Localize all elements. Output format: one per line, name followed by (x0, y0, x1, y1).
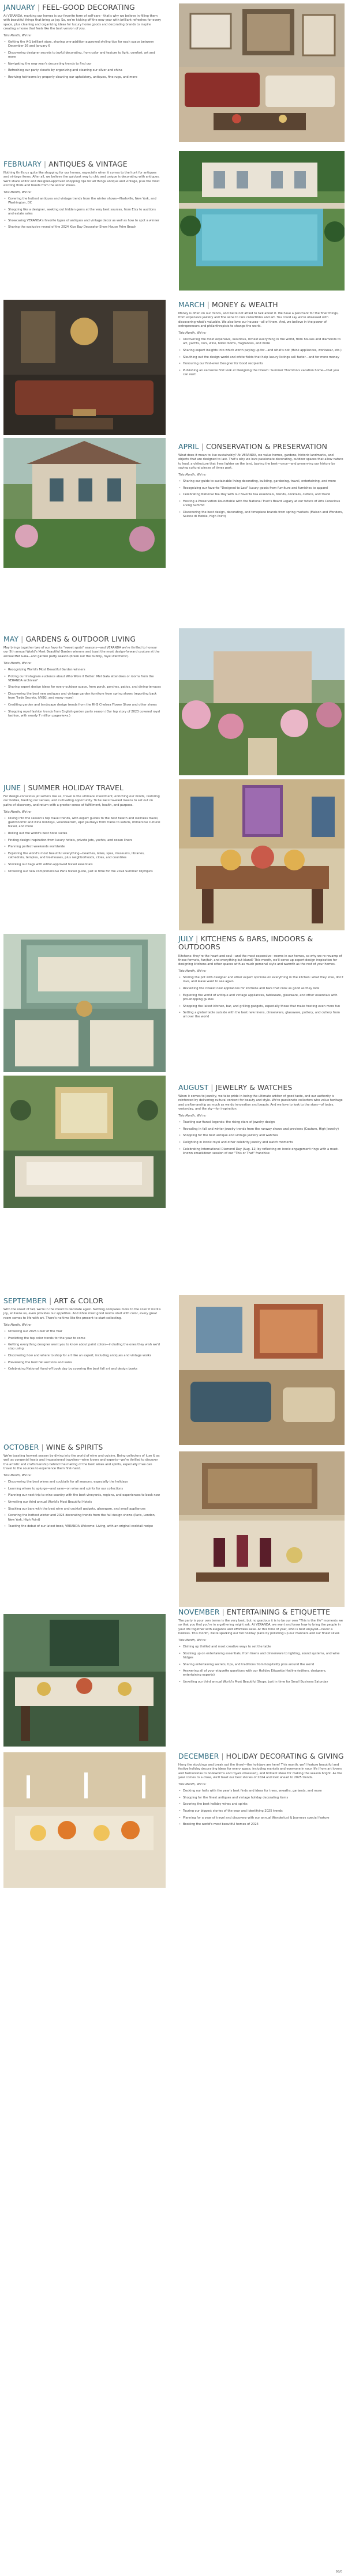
list-item: • Refreshing our party closets by organizing and cleaning our silver and china (3, 69, 162, 73)
this-month-label: This Month, We're: (3, 810, 32, 814)
list-item: • Navigating the new year's decorating trends to find our (3, 62, 162, 66)
list-item: • Discovering the best design, decorating, and timepiece brands from spring markets (Maison and Wonders, Salone di Mobile, High Point) (178, 511, 344, 519)
bullet-list (178, 1645, 344, 1684)
month-title: JUNE | SUMMER HOLIDAY TRAVEL (3, 783, 124, 792)
month-name: SEPTEMBER (3, 1296, 47, 1305)
list-item: • Decking our halls with the year's best finds and ideas for trees, wreaths, garlands, and more (178, 1789, 344, 1793)
list-item: • Delighting in iconic royal and other celebrity jewelry and watch moments (178, 1141, 344, 1145)
month-section-april (178, 443, 344, 522)
month-title: AUGUST | JEWELRY & WATCHES (178, 1083, 293, 1092)
list-item: • Touring our biggest stories of the year and identifying 2025 trends (178, 1809, 344, 1813)
list-item: • Crediting garden and landscape design trends from the RHS Chelsea Flower Show and other shows (3, 703, 162, 707)
month-title: MARCH | MONEY & WEALTH (178, 300, 278, 309)
list-item: • Exploring the world's most beautiful everything—beaches, lakes, spas, museums, libraries, cathedrals, temples, and treehouses, plus neighborhoods, cities, and countries (3, 852, 162, 860)
this-month-label: This Month, We're: (3, 1473, 32, 1477)
month-intro: The party is your own terms is the very best, but no gracious it is to be our own "This is the life" moments we so that you find you're in a gathering might ask. At VERANDA, we want and know how to bring the people in your life together with elegance and effortless ease. At this time of year, who is best enjoyed—never a hostess. This month, we're sparking our full holiday plans by polishing up our manners and our finest silver. (178, 1619, 343, 1635)
list-item: • Shopping for the finest antiques and vintage holiday decorating items (178, 1796, 344, 1800)
list-item: • Savoring the best holiday wines and spirits (178, 1802, 344, 1806)
list-item: • Sharing expert insights into which worth paying up for—and what's not (think appliances, workwear, etc.) (178, 349, 344, 353)
month-name: OCTOBER (3, 1443, 39, 1451)
month-name: DECEMBER (178, 1752, 219, 1760)
list-item: • Storing the pot with designer and other expert opinions on everything in the kitchen: what they love, don't love, and leave want to see again (178, 976, 344, 984)
bullet-list (178, 338, 344, 377)
month-name: MAY (3, 635, 19, 643)
month-section-november (178, 1608, 344, 1687)
month-topic: JEWELRY & WATCHES (215, 1083, 293, 1092)
bullet-list (178, 976, 344, 1019)
list-item: • Uncovering the most expensive, luxurious, richest everything in the world, from houses and diamonds to art, yachts, cars, wine, hotel rooms, fragrances, and more (178, 338, 344, 346)
month-intro: With the onset of fall, we're in the mood to decorate again. Nothing compares more to the color it instills joy, enlivens us, even provides our appetites. And while most good rooms start with color, every great room comes to life with art. There's no time like the present to start collecting. (3, 1308, 161, 1320)
list-item: • Discovering designer secrets to joyful decorating, from color and texture to light, comfort, art and more (3, 51, 162, 59)
month-section-september (3, 1297, 162, 1374)
list-item: • Covering the hottest winter and 2025 decorating trends from the fall design shows (Paris, London, New York, High Point) (3, 1514, 162, 1522)
list-item: • Celebrating National Tea Day with our favorite tea essentials, blends, cocktails, culture, and travel (178, 493, 344, 497)
month-intro: Money is often on our minds, and we're not afraid to talk about it. We have a penchant for the finer things, from expensive jewelry and fine wine to rare collectibles and art. You could say we're obsessed with discovering what's valuable. We also love our houses—all of them. And, we believe in the power of entrepreneurs and philanthropists to change the world. (178, 312, 339, 328)
month-name: MARCH (178, 300, 205, 309)
list-item: • Previewing the best fall auctions and sales (3, 1361, 162, 1365)
october-wine-bar-photo (179, 1451, 345, 1607)
month-topic: ART & COLOR (54, 1296, 104, 1305)
month-section-february (3, 160, 162, 232)
list-item: • Showcasing VERANDA's favorite types of antiques and vintage decor as well as how to spot a winner (3, 219, 162, 223)
month-topic: KITCHENS & BARS, INDOORS & OUTDOORS (178, 934, 313, 952)
list-item: • Honouring our first-ever Designer for Good recipients (178, 362, 344, 366)
july-kitchen-photo (3, 934, 166, 1072)
month-intro: For design-conscious jet setters like us, travel is the ultimate investment, enriching our minds, restoring our bodies, feeding our senses, and cultivating opportunity. To be well-traveled means to set out on paths of discovery, and return with a greater sense of fulfillment, health, and purpose. (3, 795, 160, 807)
list-item: • Unveiling our new comprehensive Paris travel guide, just in time for the 2024 Summer Olympics (3, 870, 162, 874)
june-dining-room-photo (179, 779, 345, 930)
list-item: • Shopping the latest kitchen, bar, and grilling gadgets, especially those that make hosting even more fun (178, 1005, 344, 1009)
this-month-label: This Month, We're: (178, 970, 207, 974)
bullet-list (3, 1480, 162, 1529)
list-item: • Discovering the best wines and cocktails for all seasons, especially the holidays (3, 1480, 162, 1484)
list-item: • Rolling out the world's best hotel suites (3, 832, 162, 836)
list-item: • Dishing up thrilled and most creative ways to set the table (178, 1645, 344, 1649)
list-item: • Predicting the top color trends for the year to come (3, 1337, 162, 1341)
month-section-october (3, 1443, 162, 1532)
bullet-list (3, 197, 162, 230)
page-number: 98/0 (335, 2570, 342, 2574)
month-topic: CONSERVATION & PRESERVATION (206, 442, 327, 451)
list-item: • Stocking our bars with the best wine and cocktail gadgets, glassware, and small appliances (3, 1507, 162, 1511)
month-topic: SUMMER HOLIDAY TRAVEL (28, 783, 124, 792)
this-month-label: This Month, We're: (3, 1323, 32, 1327)
november-dining-photo (3, 1614, 166, 1747)
december-holiday-table-photo (3, 1752, 166, 1888)
list-item: • Discovering how and where to shop for art like an expert, including antiques and vintage works (3, 1354, 162, 1358)
list-item: • Sharing the exclusive reveal of the 2024 Kips Bay Decorator Show House Palm Beach (3, 225, 162, 229)
list-item: • Getting the A-1 brilliant stars, sharing one-addition-approved styling tips for each space between December 26 and January 6 (3, 40, 162, 48)
list-item: • Learning where to splurge—and save—on wine and spirits for our collections (3, 1487, 162, 1491)
month-section-may (3, 635, 162, 721)
list-item: • Sharing our guide to sustainable living decorating, building, gardening, travel, entertaining, and more (178, 480, 344, 484)
month-title: NOVEMBER | ENTERTAINING & ETIQUETTE (178, 1608, 331, 1616)
month-intro: May brings together two of our favorite "sweet spots" seasons—and VERANDA we're thrilled to honour our 5th annual World's Most Beautiful Garden winners and toast the most design-forward couture at the annual Met Gala—and garden party season (break out the bubbly, royal watchers!). (3, 646, 160, 658)
list-item: • Planning our next trip to wine country with the best vineyards, regions, and experiences to book now (3, 1493, 162, 1498)
february-pool-garden-photo (179, 151, 345, 291)
list-item: • Toasting the debut of our latest book, VERANDA Welcome: Living, with an original cocktail recipe (3, 1525, 162, 1529)
list-item: • Unveiling our third annual World's Most Beautiful Hotels (3, 1500, 162, 1504)
list-item: • Unveiling our third annual World's Most Beautiful Shops, just in time for Small Business Saturday (178, 1680, 344, 1684)
month-section-june (3, 784, 162, 876)
month-intro: We're toasting harvest season by diving into the world of wine and cuisine. Being collectors of luxe & as well as congenial hosts and impassioned travelers—wine lovers and experts—we're thrilled to discover the artistic and craftsmanship behind the making of the best wines and spirits, especially if we can travel to the sources to experience them first-hand. (3, 1454, 160, 1470)
bullet-list (3, 668, 162, 718)
month-topic: WINE & SPIRITS (46, 1443, 103, 1451)
list-item: • Revealing in fall and winter jewelry trends from the runway shows and previews (Couture, High Jewelry) (178, 1127, 344, 1132)
month-title: APRIL | CONSERVATION & PRESERVATION (178, 442, 327, 451)
month-intro: Nothing thrills us quite like shopping for our homes, especially when it comes to the hunt for antiques and vintage items. After all, we believe the quickest way to chic and unique is decorating with antiques. We'll share editor and designer-approved shopping tips for all things antique and vintage, plus the most exciting finds and trends from the winter shows. (3, 171, 160, 187)
this-month-label: This Month, We're: (3, 190, 32, 194)
list-item: • Unveiling our 2025 Color of the Year (3, 1330, 162, 1334)
month-topic: FEEL-GOOD DECORATING (42, 3, 135, 12)
bullet-list (3, 1330, 162, 1372)
this-month-label: This Month, We're: (3, 33, 32, 37)
bullet-list (178, 1789, 344, 1827)
list-item: • Diving into the season's top travel trends, with expert guides to the best health and wellness travel, gastronomic and wine holidays, volunteerism, epic journeys from trains to safaris, immersive cultural travel, and more (3, 817, 162, 829)
month-title: JANUARY | FEEL-GOOD DECORATING (3, 3, 135, 12)
month-topic: HOLIDAY DECORATING & GIVING (226, 1752, 344, 1760)
list-item: • Hosting a Preservation Roundtable with the National Trust's Board Legacy at our future of Arts Conscious Living Summit (178, 500, 344, 508)
bullet-list (178, 1121, 344, 1156)
month-title: MAY | GARDENS & OUTDOOR LIVING (3, 635, 136, 643)
month-name: FEBRUARY (3, 160, 42, 168)
list-item: • Setting a global table outside with the best new linens, dinnerware, glassware, pottery, and cutlery from all over the world (178, 1011, 344, 1019)
month-title: DECEMBER | HOLIDAY DECORATING & GIVING (178, 1752, 344, 1760)
list-item: • Celebrating International Diamond Day (Aug. 12) by reflecting on iconic engagement rings with a must-known smackdown session of our "This or That" franchise (178, 1148, 344, 1156)
list-item: • Planning for a year of travel and discovery with our annual Wanderlust & Journeys special feature (178, 1816, 344, 1820)
list-item: • Planning perfect weekends worldwide (3, 845, 162, 849)
list-item: • Exploring the world of antique and vintage appliances, tableware, glassware, and other essentials with pro-shopping guides (178, 994, 344, 1002)
list-item: • Shopping royal fashion trends from English garden party season (Our top story of 2023 covered royal fashion, with nearly 7 million pageviews.) (3, 710, 162, 718)
august-green-room-photo (3, 1076, 166, 1208)
month-name: APRIL (178, 442, 199, 451)
month-title: OCTOBER | WINE & SPIRITS (3, 1443, 103, 1451)
month-name: NOVEMBER (178, 1608, 220, 1616)
list-item: • Stocking our bags with editor-approved travel essentials (3, 863, 162, 867)
month-section-march (178, 301, 344, 380)
list-item: • Sleuthing out the design world and white fields that help luxury listings sell faster—and for more money (178, 356, 344, 360)
month-intro: At VERANDA, marking our homes is our favorite form of self-care - that's why we believe in filling them with beautiful things that bring us joy. So, we're kicking off the new year with brilliant refreshes for every space, plus cleaning and organizing ideas for luxury home goods and decorating brands to inspire creating a home that feels like the best version of you. (3, 14, 161, 31)
list-item: • Reviewing the closest new appliances for kitchens and bars that cook as good as they look (178, 987, 344, 991)
month-section-august (178, 1084, 344, 1159)
list-item: • Shopping for the best antique and vintage jewelry and watches (178, 1134, 344, 1138)
this-month-label: This Month, We're: (178, 1114, 207, 1118)
this-month-label: This Month, We're: (3, 661, 32, 665)
list-item: • Toasting our fiancé legends: the rising stars of jewelry design (178, 1121, 344, 1125)
list-item: • Picking our Instagram audience about Who Wore it Better: Met Gala attendees or rooms from the VERANDA archives? (3, 675, 162, 683)
month-intro: Kitchens: they're the heart and soul—and the most expensive—rooms in our homes, so why we re-revamp of these formats, fun/fair, and everything but bland? This month, we'll serve up expert design inspiration for designing kitchens and other spaces with as much personal style and warmth as the rest of your homes. (178, 954, 342, 966)
month-section-december (178, 1752, 344, 1830)
month-intro: Hang the stockings and break out the tinsel—the holidays are here! This month, we'll feature beautiful and festive holiday decorating ideas for every space, including mantels and everyone in your life (from art lovers and fashionistas to bookworms and royals obsessed), and brilliant ideas for making the season bright. As the year comes to a close, we'll toast our best stories of 2024 and look ahead to 2025 trends. (178, 1763, 342, 1779)
month-topic: ANTIQUES & VINTAGE (48, 160, 128, 168)
bullet-list (3, 40, 162, 80)
month-topic: GARDENS & OUTDOOR LIVING (25, 635, 136, 643)
list-item: • Booking the world's most beautiful homes of 2024 (178, 1823, 344, 1827)
month-title: SEPTEMBER | ART & COLOR (3, 1296, 104, 1305)
month-name: JANUARY (3, 3, 35, 12)
list-item: • Publishing an exclusive first look at Designing the Dream: Summer Thornton's vacation home—that you can rent! (178, 369, 344, 377)
month-title: FEBRUARY | ANTIQUES & VINTAGE (3, 160, 128, 168)
list-item: • Sharing entertaining secrets, tips, and traditions from hospitality pros around the world (178, 1663, 344, 1667)
april-garden-house-photo (3, 438, 166, 568)
month-name: JUNE (3, 783, 21, 792)
september-art-room-photo (179, 1295, 345, 1445)
january-living-room-photo (179, 3, 345, 142)
list-item: • Recognizing World's Most Beautiful Garden winners (3, 668, 162, 672)
list-item: • Sharing expert design ideas for every outdoor space, from porch, porches, patios, and dining terraces (3, 685, 162, 689)
month-name: AUGUST (178, 1083, 209, 1092)
month-section-july (178, 935, 344, 1022)
may-garden-photo (179, 628, 345, 775)
dark-interior-photo (3, 300, 166, 435)
list-item: • Finding design inspiration from luxury hotels, private jets, yachts, and ocean liners (3, 839, 162, 843)
this-month-label: This Month, We're: (178, 473, 207, 477)
bullet-list (3, 817, 162, 874)
list-item: • Getting everything designer want you to know about paint colors—including the ones they wish we'd stop using (3, 1343, 162, 1351)
list-item: • Stocking up on entertaining essentials, from linens and dinnerware to lighting, sound systems, and wine fridges (178, 1652, 344, 1660)
list-item: • Recognizing our favorite "Designed to Last" luxury goods from furniture and furnishes to apparel (178, 486, 344, 491)
month-name: JULY (178, 934, 193, 943)
list-item: • Covering the hottest antiques and vintage trends from the winter shows—Nashville, New York, and Washington, DC (3, 197, 162, 205)
this-month-label: This Month, We're: (178, 1782, 207, 1786)
list-item: • Answering all of your etiquette questions with our Holiday Etiquette Hotline (editors, designers, entertaining experts) (178, 1669, 344, 1677)
month-intro: What does it mean to live sustainably? At VERANDA, we value homes, gardens, historic landmarks, and objects that are designed to last. That's why we love passionate decorating, outdoor spaces that allow nature to lead, architecture that lives lighter on the land, buying the best—once—and preserving our history by saving cultural pieces of times past. (178, 454, 343, 470)
list-item: • Reviving heirlooms by properly cleaning our upholstery, antiques, fine rugs, and more (3, 76, 162, 80)
month-topic: MONEY & WEALTH (212, 300, 278, 309)
this-month-label: This Month, We're: (178, 1638, 207, 1642)
month-intro: When it comes to jewelry, we take pride in being the ultimate arbiter of good taste, and our authority is reinforced by delivering cultural content for beauty and style. We're passionate collectors who value heritage and craftsmanship as much as we do innovation and beauty. And we love to look to the stars—of today, yesterday, and the sky—for inspiration. (178, 1095, 343, 1111)
list-item: • Discovering the best new antiques and vintage garden furniture from spring shows (reporting back from Trade Secrets, NYBG, and many more) (3, 692, 162, 700)
month-section-january (3, 3, 162, 82)
bullet-list (178, 480, 344, 519)
list-item: • Shopping like a designer, seeking out hidden gems at the very best sources, from Etsy to auctions and estate sales (3, 208, 162, 216)
this-month-label: This Month, We're: (178, 331, 207, 335)
month-title: JULY | KITCHENS & BARS, INDOORS & OUTDOORS (178, 934, 313, 952)
list-item: • Celebrating National Hand-off book day by covering the best fall art and design books (3, 1367, 162, 1371)
month-topic: ENTERTAINING & ETIQUETTE (226, 1608, 331, 1616)
